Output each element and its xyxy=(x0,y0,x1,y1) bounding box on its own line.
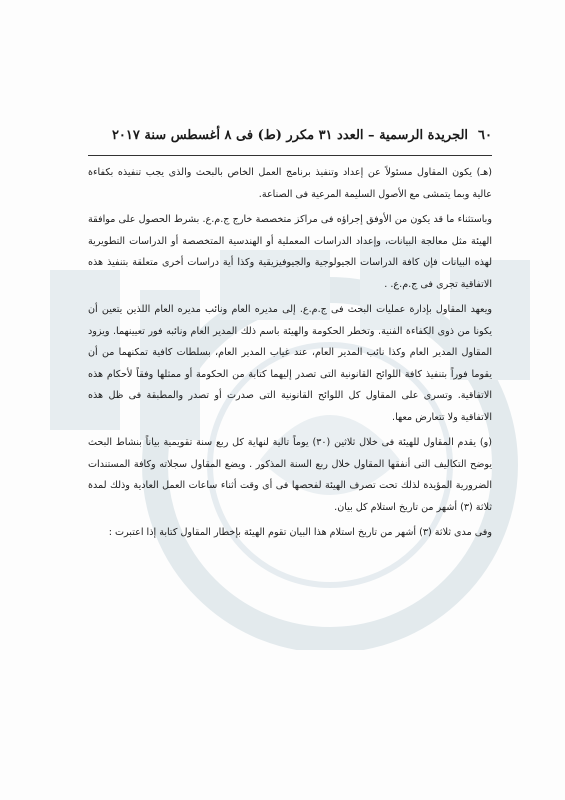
document-body xyxy=(88,162,492,548)
page-number: ٦٠ xyxy=(478,128,492,143)
paragraph-general-manager: ويعهد المقاول بإدارة عمليات البحث فى ج.م.ع. إلى مديره العام ونائب مديره العام اللذين يتعين أن يكونا من ذوى الكفاءة الفنية. وتخطر الحكومة والهيئة باسم ذلك المدير العام ونائبه فور تعيينهما. ويزود المقاول المدير العام وكذا نائب المدير العام، عند غياب المدير العام، بسلطات كافية تمكنهما من أن يقوما فوراً بتنفيذ كافة اللوائح القانونية التى تصدر إليهما كتابة من الحكومة أو ممثلها وفقاً لأحكام هذه الاتفاقية. وتسرى على المقاول كل اللوائح القانونية التى صدرت أو تصدر والمطبقة فى ظل هذه الاتفاقية ولا تتعارض معها. xyxy=(88,304,492,423)
gazette-title: الجريدة الرسمية – العدد ٣١ مكرر (ط) فى ٨ أغسطس سنة ٢٠١٧ xyxy=(111,128,469,143)
paragraph-item-w: (و) يقدم المقاول للهيئة فى خلال ثلاثين (٣٠) يوماً تالية لنهاية كل ربع سنة تقويمية بياناً بنشاط البحث يوضح التكاليف التى أنفقها المقاول خلال ربع السنة المذكور . ويضع المقاول سجلاته وكافة المستندات الضرورية المؤيدة لذلك تحت تصرف الهيئة لفحصها فى أى وقت أثناء ساعات العمل العادية وذلك لمدة ثلاثة (٣) أشهر من تاريخ استلام كل بيان. xyxy=(88,437,492,513)
paragraph-item-h: (هـ) يكون المقاول مسئولاً عن إعداد وتنفيذ برنامج العمل الخاص بالبحث والذى يجب تنفيذه بكفاءة عالية وبما يتمشى مع الأصول السليمة المرعية فى الصناعة. xyxy=(88,167,492,200)
header-rule xyxy=(88,155,492,156)
paragraph-notification: وفى مدى ثلاثة (٣) أشهر من تاريخ استلام هذا البيان تقوم الهيئة بإخطار المقاول كتابة إذا اعتبرت : xyxy=(108,527,492,538)
page-header xyxy=(88,128,492,152)
paragraph-exception: وباستثناء ما قد يكون من الأوفق إجراؤه فى مراكز متخصصة خارج ج.م.ع. بشرط الحصول على موافقة الهيئة مثل معالجة البيانات، وإعداد الدراسات المعملية أو الهندسية المتخصصة أو الدراسات التطويرية لهذه البيانات فإن كافة الدراسات الجيولوجية والجيوفيزيقية وكذا أية دراسات أخرى متعلقة بتنفيذ هذه الاتفاقية تجرى فى ج.م.ع. . xyxy=(88,214,492,290)
